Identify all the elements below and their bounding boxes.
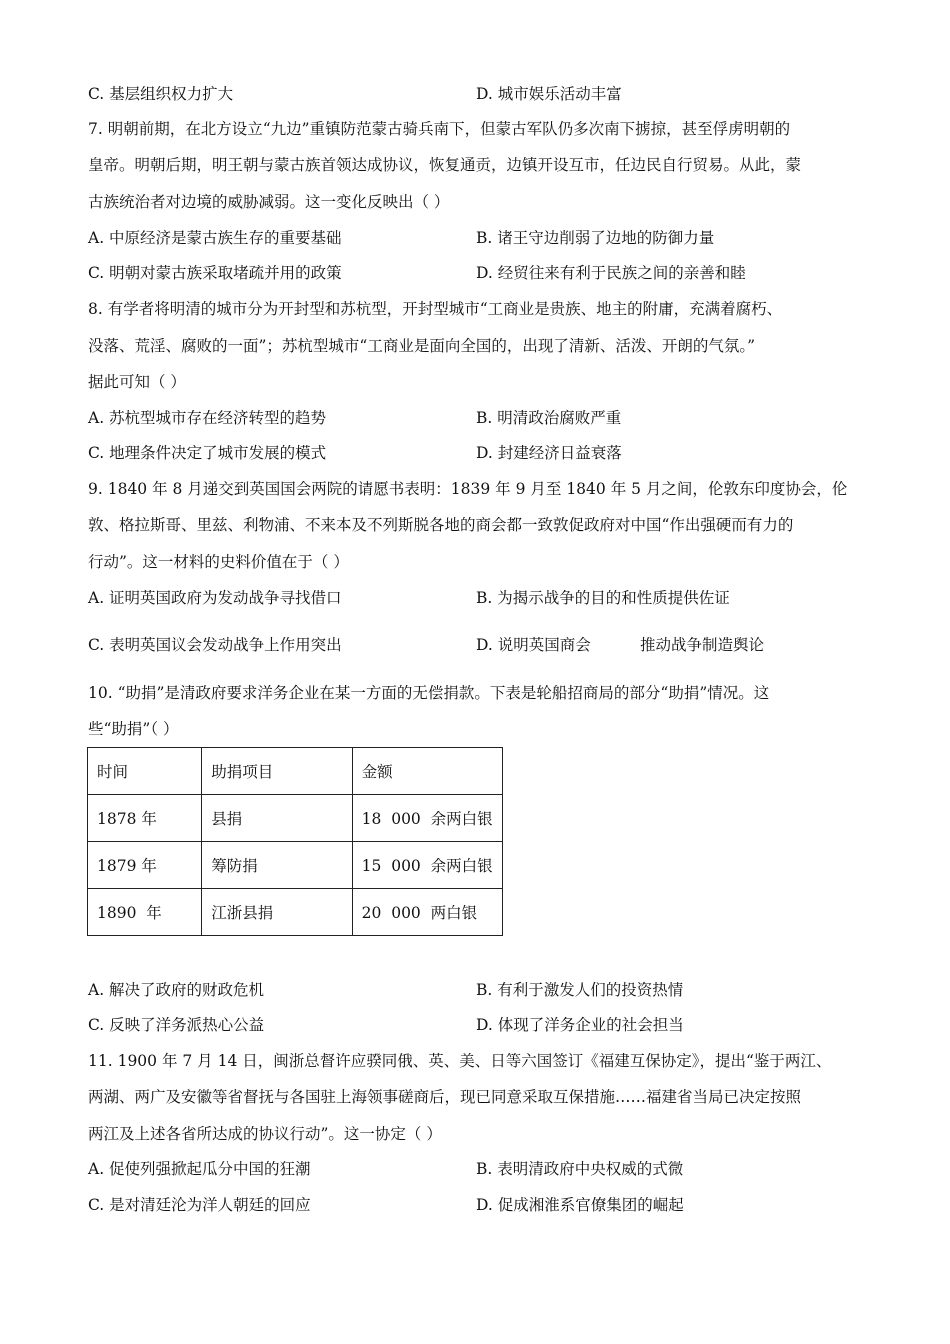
q10-option-a: A. 解决了政府的财政危机 — [88, 981, 265, 999]
table-header-row — [88, 748, 503, 795]
q8-option-b: B. 明清政治腐败严重 — [476, 409, 622, 427]
q7-stem-line: 7. 明朝前期，在北方设立“九边”重镇防范蒙古骑兵南下，但蒙古军队仍多次南下掳掠，甚至俘虏明朝的 — [88, 120, 791, 138]
q7-option-a: A. 中原经济是蒙古族生存的重要基础 — [88, 229, 342, 247]
table-cell: 18 000 余两白银 — [352, 795, 502, 842]
q11-stem-line: 两湖、两广及安徽等省督抚与各国驻上海领事磋商后，现已同意采取互保措施……福建省当局已决定按照 — [88, 1088, 802, 1106]
table-row — [88, 889, 503, 936]
q11-option-d: D. 促成湘淮系官僚集团的崛起 — [476, 1196, 684, 1214]
table-cell: 江浙县捐 — [202, 889, 352, 936]
q10-stem-line: 10. “助捐”是清政府要求洋务企业在某一方面的无偿捐款。下表是轮船招商局的部分“助捐”情况。这 — [88, 684, 770, 702]
q7-stem-line: 古族统治者对边境的威胁减弱。这一变化反映出（ ） — [88, 193, 450, 211]
q10-option-b: B. 有利于激发人们的投资热情 — [476, 981, 684, 999]
q7-option-d: D. 经贸往来有利于民族之间的亲善和睦 — [476, 264, 746, 282]
table-header-cell: 时间 — [88, 748, 202, 795]
table-header-cell: 金额 — [352, 748, 502, 795]
table-cell: 1890 年 — [88, 889, 202, 936]
q10-option-c: C. 反映了洋务派热心公益 — [88, 1016, 265, 1034]
q9-option-d: D. 说明英国商会 推动战争制造舆论 — [476, 636, 764, 654]
q7-stem-line: 皇帝。明朝后期，明王朝与蒙古族首领达成协议，恢复通贡，边镇开设互市，任边民自行贸易。从此，蒙 — [88, 156, 802, 174]
q11-stem-line: 两江及上述各省所达成的协议行动”。这一协定（ ） — [88, 1125, 442, 1143]
table-cell: 1878 年 — [88, 795, 202, 842]
q7-option-b: B. 诸王守边削弱了边地的防御力量 — [476, 229, 715, 247]
q6-option-c: C. 基层组织权力扩大 — [88, 85, 234, 103]
q8-stem-line: 没落、荒淫、腐败的一面”；苏杭型城市“工商业是面向全国的，出现了清新、活泼、开朗的气氛。” — [88, 337, 756, 355]
q10-option-d: D. 体现了洋务企业的社会担当 — [476, 1016, 684, 1034]
q6-option-d: D. 城市娱乐活动丰富 — [476, 85, 622, 103]
q8-option-c: C. 地理条件决定了城市发展的模式 — [88, 444, 327, 462]
q10-stem-line: 些“助捐”（ ） — [88, 720, 179, 738]
q8-stem-line: 据此可知（ ） — [88, 373, 186, 391]
q9-stem-line: 敦、格拉斯哥、里兹、利物浦、不来本及不列斯脱各地的商会都一致敦促政府对中国“作出强硬而有力的 — [88, 516, 794, 534]
q9-stem-line: 行动”。这一材料的史料价值在于（ ） — [88, 553, 349, 571]
table-row — [88, 842, 503, 889]
table-cell: 筹防捐 — [202, 842, 352, 889]
table-cell: 1879 年 — [88, 842, 202, 889]
q9-stem-line: 9. 1840 年 8 月递交到英国国会两院的请愿书表明：1839 年 9 月至 1840 年 5 月之间，伦敦东印度协会，伦 — [88, 480, 848, 498]
table-header-cell: 助捐项目 — [202, 748, 352, 795]
donation-table — [87, 747, 503, 936]
q8-option-a: A. 苏杭型城市存在经济转型的趋势 — [88, 409, 327, 427]
q9-option-a: A. 证明英国政府为发动战争寻找借口 — [88, 589, 342, 607]
q8-stem-line: 8. 有学者将明清的城市分为开封型和苏杭型，开封型城市“工商业是贵族、地主的附庸，充满着腐朽、 — [88, 300, 783, 318]
q11-option-b: B. 表明清政府中央权威的式微 — [476, 1160, 684, 1178]
table-cell: 20 000 两白银 — [352, 889, 502, 936]
q9-option-c: C. 表明英国议会发动战争上作用突出 — [88, 636, 342, 654]
q11-option-c: C. 是对清廷沦为洋人朝廷的回应 — [88, 1196, 311, 1214]
q11-option-a: A. 促使列强掀起瓜分中国的狂潮 — [88, 1160, 311, 1178]
q7-option-c: C. 明朝对蒙古族采取堵疏并用的政策 — [88, 264, 342, 282]
q9-option-b: B. 为揭示战争的目的和性质提供佐证 — [476, 589, 730, 607]
table-cell: 15 000 余两白银 — [352, 842, 502, 889]
q11-stem-line: 11. 1900 年 7 月 14 日，闽浙总督许应骙同俄、英、美、日等六国签订《福建互保协定》，提出“鉴于两江、 — [88, 1052, 832, 1070]
table-row — [88, 795, 503, 842]
q8-option-d: D. 封建经济日益衰落 — [476, 444, 622, 462]
table-cell: 县捐 — [202, 795, 352, 842]
